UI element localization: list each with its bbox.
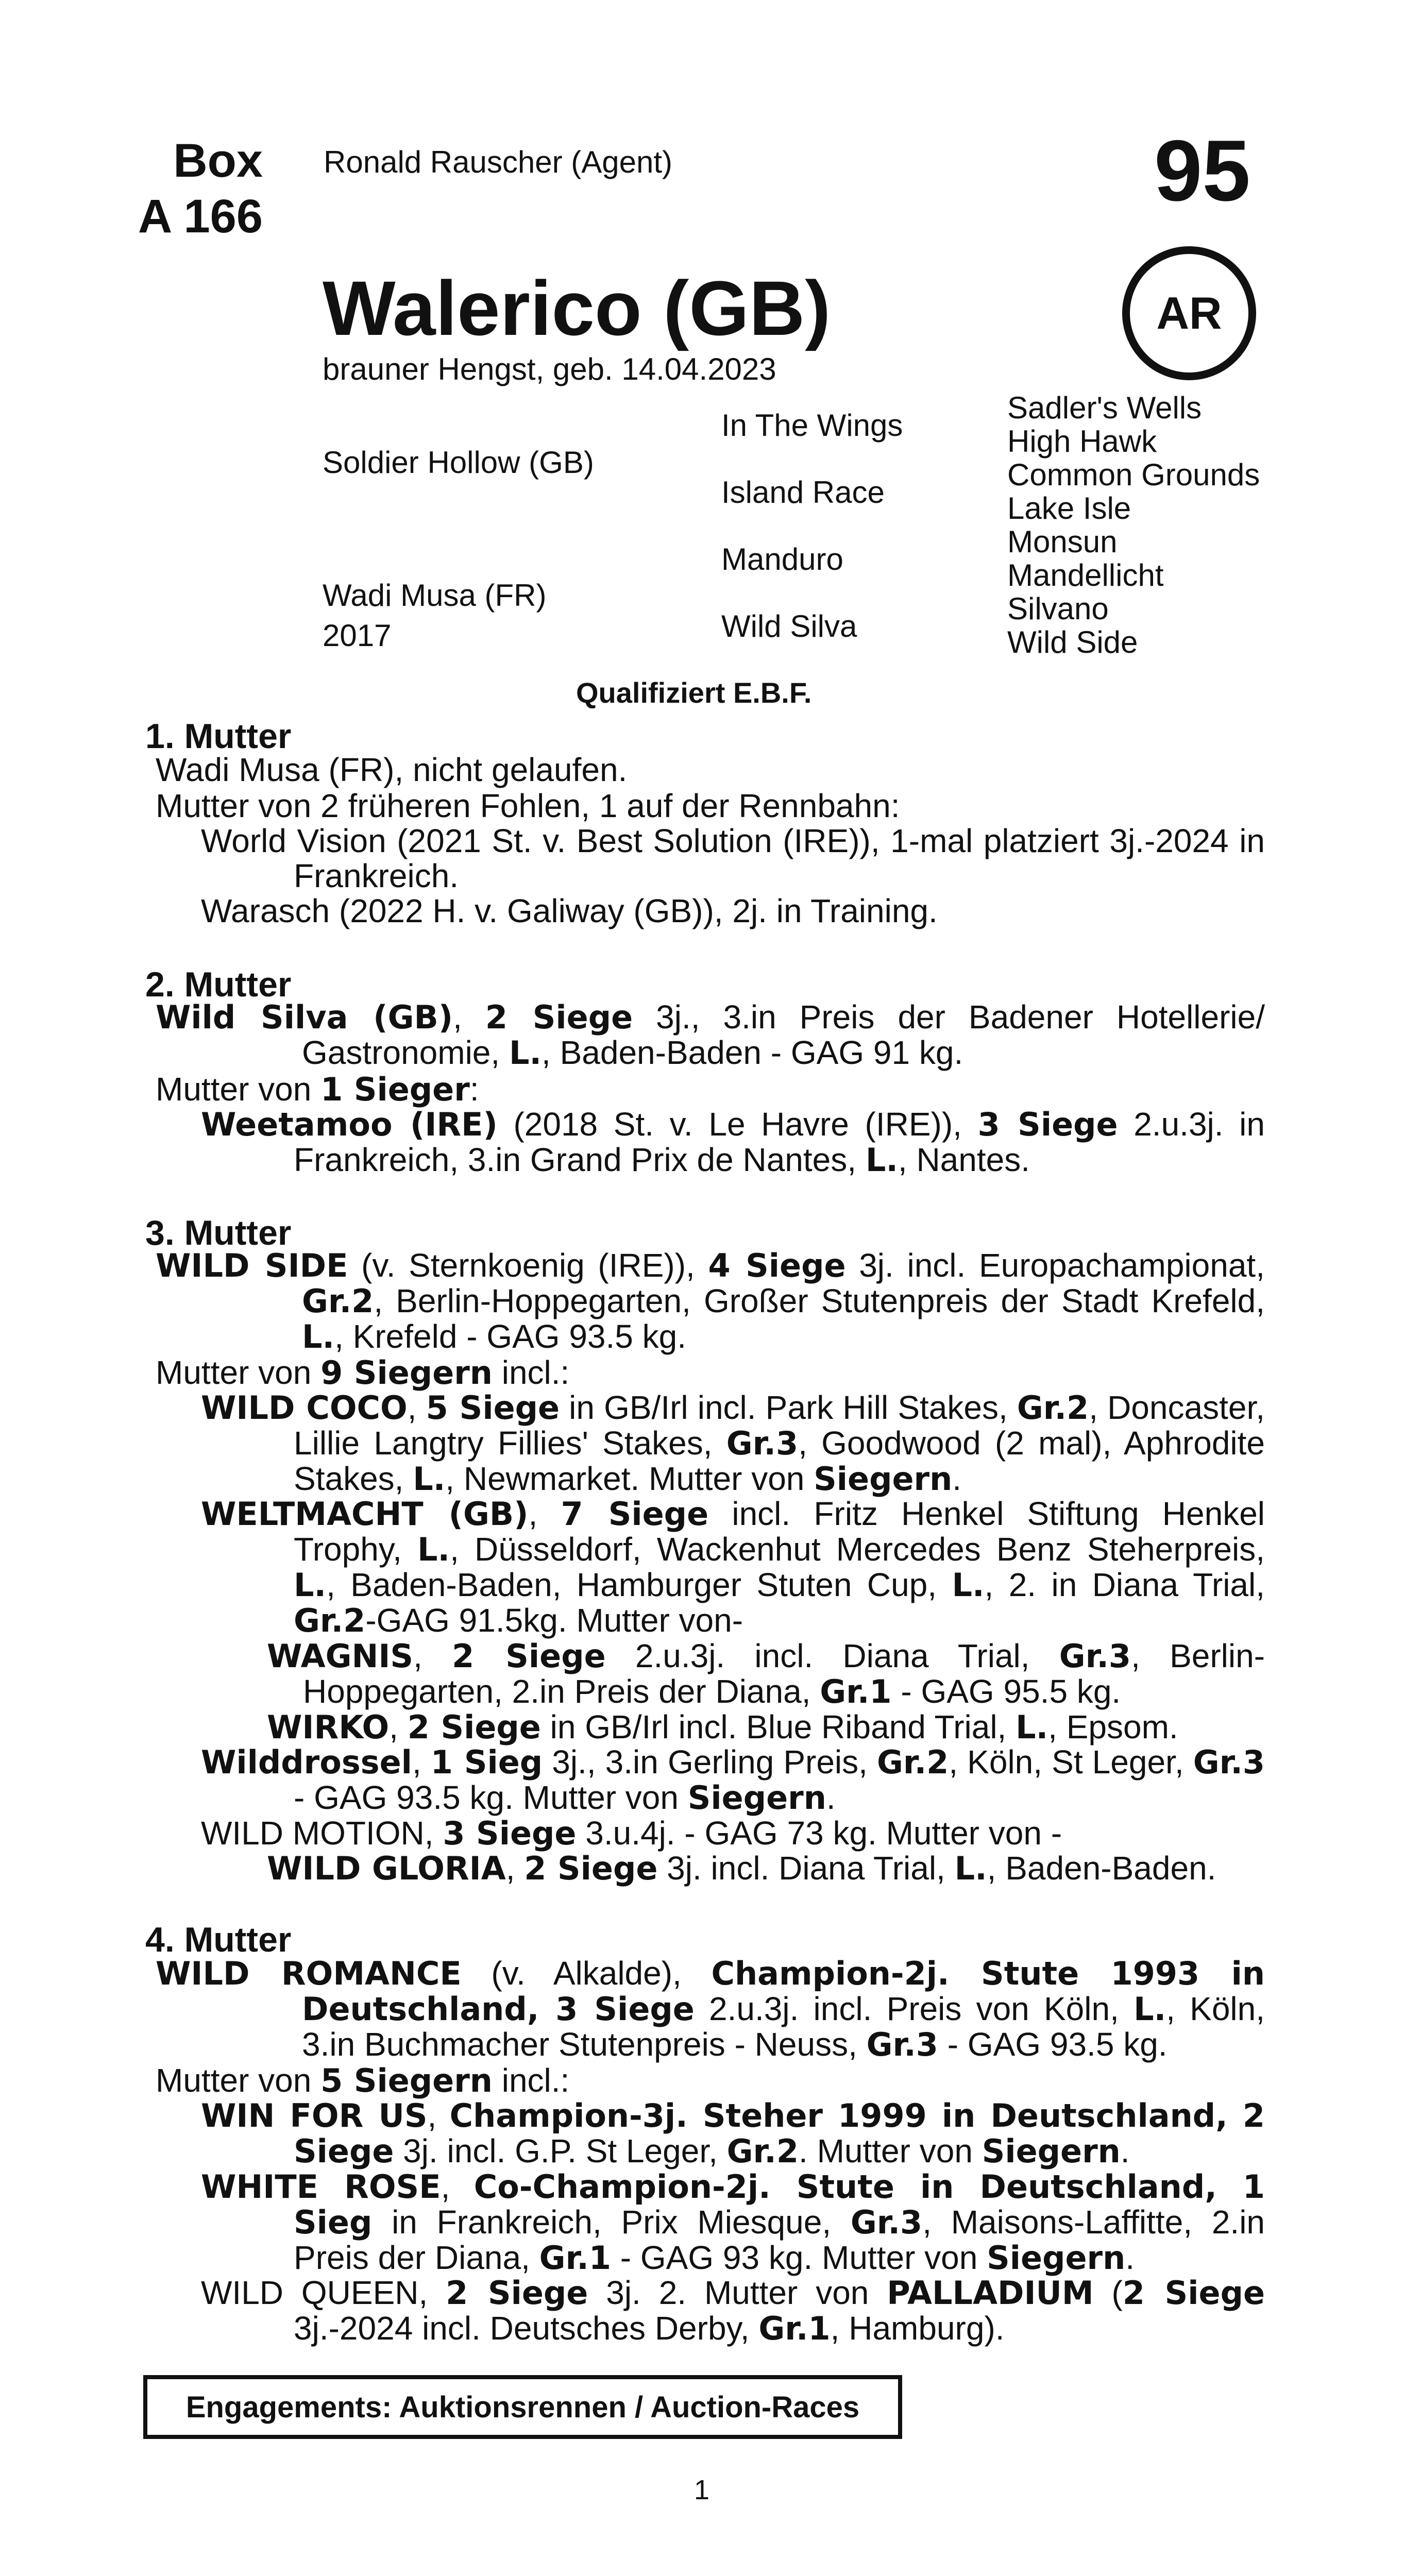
m3-text: in GB/Irl incl. Park Hill Stakes, (560, 1389, 1017, 1426)
group: Gr.2 (294, 1602, 366, 1639)
m3-produce-record (201, 1744, 1265, 1816)
listed: L. (1134, 1990, 1166, 2028)
wins: 5 Siege (426, 1389, 560, 1427)
pedigree-grandparent: Wild Silva (721, 609, 857, 643)
agent-name: Ronald Rauscher (Agent) (324, 145, 673, 179)
group: Gr.3 (866, 2026, 938, 2063)
section-heading-3: 3. Mutter (145, 1213, 292, 1252)
m2-text: , Nantes. (898, 1141, 1030, 1178)
horse-ref: WILD SIDE (156, 1247, 348, 1284)
listed: L. (865, 1141, 898, 1179)
pedigree-great-grandparent: High Hawk (1007, 424, 1157, 459)
group: Gr.3 (850, 2204, 923, 2241)
m4-produce-record (201, 2098, 1265, 2169)
wins: 2 Siege (446, 2274, 588, 2312)
m3-text: Mutter von (156, 1354, 321, 1391)
horse-ref: WELTMACHT (GB) (201, 1495, 529, 1533)
wins: 3 Siege (443, 1815, 577, 1852)
m2-text: , (453, 998, 485, 1036)
pedigree-great-grandparent: Wild Side (1007, 625, 1138, 659)
m3-produce-record (267, 1851, 1265, 1886)
section-heading-1: 1. Mutter (145, 717, 292, 756)
m3-text: , 2. in Diana Trial, (984, 1566, 1265, 1603)
qualification: Qualifiziert E.B.F. (576, 676, 812, 709)
m3-text: , Berlin-Hoppegarten, Großer Stutenpreis der Stadt Krefeld, (374, 1282, 1265, 1319)
m4-text: - GAG 93 kg. Mutter von (611, 2239, 987, 2276)
m4-text: Mutter von (156, 2062, 321, 2099)
m4-text: incl.: (492, 2062, 570, 2099)
horse-ref: WIN FOR US (201, 2097, 428, 2134)
horse-ref: WILD MOTION, (201, 1815, 443, 1852)
section-heading-2: 2. Mutter (145, 965, 292, 1004)
engagements-box: Engagements: Auktionsrennen / Auction-Races (143, 2375, 902, 2439)
pedigree-great-grandparent: Monsun (1007, 524, 1118, 559)
pedigree-grandparent: Manduro (721, 542, 843, 577)
m4-text: , Hamburg). (830, 2310, 1005, 2347)
pedigree-grandparent: In The Wings (721, 408, 903, 443)
winners: Siegern (814, 1460, 953, 1498)
m2-dam-record (156, 999, 1265, 1071)
box-number: A 166 (138, 190, 263, 243)
m3-produce-record (201, 1496, 1265, 1638)
m3-text: , (407, 1389, 426, 1426)
horse-ref: WIRKO (267, 1708, 390, 1746)
listed: L. (954, 1850, 987, 1887)
m2-text: 3j., 3.in Preis der Badener Hotellerie/ Gastronomie, (302, 998, 1265, 1071)
m3-text: , Goodwood (2 mal), Aphrodite Stakes, (294, 1425, 1265, 1497)
m2-produce-line (156, 1072, 1263, 1107)
pedigree-great-grandparent: Mandellicht (1007, 558, 1164, 592)
m3-text: , Newmarket. Mutter von (445, 1460, 814, 1497)
m3-text: . (952, 1460, 962, 1497)
m4-text: (v. Alkalde), (461, 1955, 712, 1992)
m3-text: incl.: (492, 1354, 570, 1391)
m4-produce-record (201, 2169, 1265, 2276)
m3-dam-record (156, 1248, 1265, 1354)
horse-ref: WAGNIS (267, 1637, 414, 1675)
wins: 7 Siege (561, 1495, 709, 1533)
m3-produce-record (267, 1709, 1265, 1745)
listed: L. (417, 1531, 450, 1568)
wins: 2 Siege (407, 1708, 541, 1746)
m2-text: (2018 St. v. Le Havre (IRE)), (497, 1106, 978, 1143)
m3-text: - GAG 95.5 kg. (891, 1673, 1121, 1710)
wins: 3 Siege (977, 1106, 1118, 1143)
m2-text: : (469, 1071, 479, 1108)
m4-text: 2.u.3j. incl. Preis von Köln, (694, 1990, 1134, 2027)
m3-text: , Baden-Baden. (987, 1850, 1216, 1887)
m4-text: , Köln, 3.in Buchmacher Stutenpreis - Neuss, (302, 1990, 1265, 2063)
m3-produce-record (201, 1816, 1265, 1851)
wins: 2 Siege (485, 998, 633, 1036)
m2-produce-record (201, 1107, 1265, 1178)
wins: 2 Siege (1122, 2274, 1265, 2312)
horse-ref: WILD COCO (201, 1389, 408, 1427)
ar-badge: AR (1122, 246, 1256, 380)
m4-text: , (427, 2097, 450, 2134)
box-label: Box (173, 134, 263, 187)
championship: Champion-3j. Steher 1999 in Deutschland, 2 Siege (294, 2097, 1265, 2170)
pedigree-sire: Soldier Hollow (GB) (323, 445, 594, 480)
m3-text: -GAG 91.5kg. Mutter von- (365, 1602, 743, 1639)
section-heading-4: 4. Mutter (145, 1920, 292, 1959)
m4-produce-line (156, 2063, 1263, 2098)
horse-ref: WILD GLORIA (267, 1850, 506, 1887)
m3-text: 3j., 3.in Gerling Preis, (543, 1743, 877, 1781)
group: Gr.1 (820, 1673, 892, 1710)
m4-text: 3j. incl. G.P. St Leger, (394, 2132, 727, 2170)
winners: 1 Sieger (320, 1071, 470, 1108)
wins: 2 Siege (524, 1850, 658, 1887)
pedigree-great-grandparent: Common Grounds (1007, 457, 1260, 492)
m3-text: , Krefeld - GAG 93.5 kg. (334, 1318, 687, 1355)
m3-text: , Köln, St Leger, (949, 1743, 1193, 1781)
m3-text: in GB/Irl incl. Blue Riband Trial, (540, 1708, 1016, 1745)
m3-text: , (412, 1743, 431, 1781)
m3-text: , Düsseldorf, Wackenhut Mercedes Benz Steherpreis, (450, 1531, 1265, 1568)
wins: 1 Sieg (430, 1743, 543, 1781)
wins: 2 Siege (452, 1637, 606, 1675)
m4-text: . Mutter von (799, 2132, 982, 2170)
m3-text: . (826, 1779, 836, 1816)
group: Gr.2 (726, 2132, 799, 2170)
m4-text: , Maisons-Laffitte, 2.in Preis der Diana, (294, 2204, 1265, 2276)
m4-text: 3j. 2. Mutter von (588, 2274, 887, 2311)
m2-text: Mutter von (156, 1071, 321, 1108)
m3-text: 3j. incl. Europachampionat, (845, 1247, 1265, 1284)
m3-text: - GAG 93.5 kg. Mutter von (294, 1779, 688, 1816)
m3-text: , (413, 1637, 452, 1674)
page-number: 1 (693, 2475, 710, 2505)
winners: Siegern (982, 2132, 1121, 2170)
group: Gr.1 (539, 2239, 611, 2277)
winners: Siegern (687, 1779, 826, 1817)
m3-text: 2.u.3j. incl. Diana Trial, (605, 1637, 1059, 1674)
m4-text: ( (1093, 2274, 1123, 2311)
horse-ref: WILD ROMANCE (156, 1955, 462, 1992)
group: Gr.3 (1193, 1743, 1265, 1781)
horse-ref: Wild Silva (GB) (156, 998, 453, 1036)
horse-name: Walerico (GB) (323, 265, 831, 351)
m4-text: in Frankreich, Prix Miesque, (372, 2204, 851, 2241)
m3-text: 3j. incl. Diana Trial, (657, 1850, 955, 1887)
m1-foal: Warasch (2022 H. v. Galiway (GB)), 2j. in Training. (201, 892, 938, 929)
m2-text: 2.u.3j. in Frankreich, 3.in Grand Prix de Nantes, (294, 1106, 1265, 1178)
m3-text: 3.u.4j. - GAG 73 kg. Mutter von - (576, 1815, 1062, 1852)
m3-text: (v. Sternkoenig (IRE)), (348, 1247, 708, 1284)
m3-text: , (389, 1708, 408, 1745)
m3-text: , Doncaster, Lillie Langtry Fillies' Stakes, (294, 1389, 1265, 1462)
horse-description: brauner Hengst, geb. 14.04.2023 (323, 352, 776, 386)
listed: L. (413, 1460, 446, 1498)
pedigree-great-grandparent: Lake Isle (1007, 491, 1131, 526)
championship: Champion-2j. Stute 1993 in Deutschland, 3 Siege (302, 1955, 1265, 2028)
pedigree-dam-year: 2017 (323, 618, 392, 653)
m3-text: , Baden-Baden, Hamburger Stuten Cup, (326, 1566, 952, 1603)
horse-ref: Weetamoo (IRE) (201, 1106, 498, 1143)
winners: 5 Siegern (320, 2062, 493, 2099)
m4-text: - GAG 93.5 kg. (938, 2026, 1168, 2063)
group: Gr.2 (877, 1743, 949, 1781)
m4-text: . (1125, 2239, 1135, 2276)
listed: L. (952, 1566, 985, 1604)
m3-text: , Berlin-Hoppegarten, 2.in Preis der Diana, (303, 1637, 1265, 1710)
m4-dam-record (156, 1956, 1265, 2062)
listed: L. (509, 1034, 542, 1072)
m4-produce-record (201, 2275, 1265, 2346)
horse-ref: WILD QUEEN, (201, 2274, 446, 2311)
group: Gr.3 (1059, 1637, 1131, 1675)
m4-text: . (1120, 2132, 1130, 2170)
pedigree-great-grandparent: Sadler's Wells (1007, 391, 1202, 425)
winners: 9 Siegern (320, 1354, 493, 1392)
m4-text: 3j.-2024 incl. Deutsches Derby, (294, 2310, 759, 2347)
m3-produce-record (267, 1638, 1265, 1709)
m1-line: Mutter von 2 früheren Fohlen, 1 auf der Rennbahn: (156, 787, 900, 824)
m3-produce-record (201, 1390, 1265, 1497)
m1-line: Wadi Musa (FR), nicht gelaufen. (156, 751, 628, 788)
championship: Co-Champion-2j. Stute in Deutschland, 1 Sieg (294, 2168, 1265, 2241)
winners: Siegern (987, 2239, 1126, 2277)
m3-produce-line (156, 1355, 1263, 1391)
m4-text: , (441, 2168, 474, 2205)
m1-foal: World Vision (2021 St. v. Best Solution (IRE)), 1-mal platziert 3j.-2024 in Frankreich. (201, 822, 1265, 894)
horse-ref: Wilddrossel (201, 1743, 412, 1781)
m3-text: , Epsom. (1048, 1708, 1178, 1745)
m3-text: incl. Fritz Henkel Stiftung Henkel Trophy, (294, 1495, 1265, 1568)
m2-text: , Baden-Baden - GAG 91 kg. (542, 1034, 963, 1071)
m3-text: , (505, 1850, 525, 1887)
listed: L. (1016, 1708, 1048, 1746)
group: Gr.3 (726, 1425, 799, 1462)
horse-ref: WHITE ROSE (201, 2168, 441, 2206)
pedigree-dam: Wadi Musa (FR) (323, 578, 547, 613)
m3-text: , (528, 1495, 561, 1532)
pedigree-great-grandparent: Silvano (1007, 591, 1109, 626)
group: Gr.2 (302, 1282, 374, 1320)
lot-number: 95 (1154, 122, 1250, 219)
pedigree-grandparent: Island Race (721, 475, 885, 510)
listed: L. (294, 1566, 327, 1604)
group: Gr.2 (1017, 1389, 1089, 1427)
group: Gr.1 (758, 2310, 831, 2347)
listed: L. (302, 1318, 335, 1355)
horse-ref: PALLADIUM (887, 2274, 1094, 2312)
wins: 4 Siege (708, 1247, 846, 1284)
